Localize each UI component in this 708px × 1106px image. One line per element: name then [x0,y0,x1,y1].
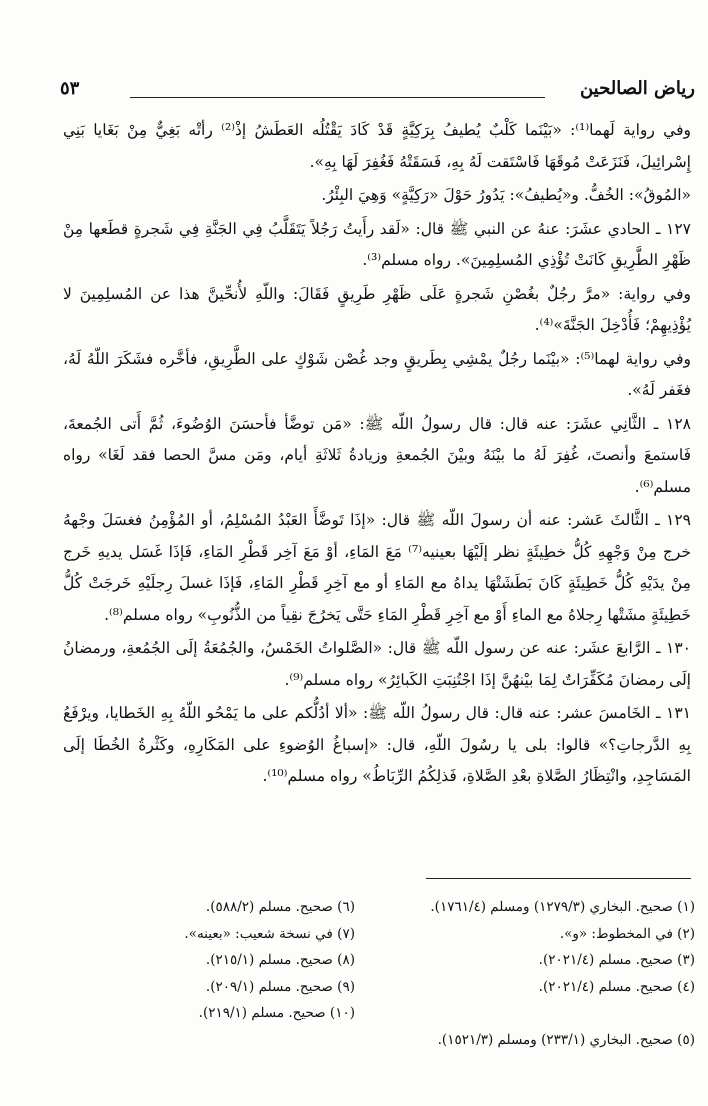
footnote-rule [426,878,691,879]
paragraph: ١٢٩ ـ الثَّالثَ عَشر: عنه أن رسولَ اللّه ﷺ قال: «إذَا تَوضَّأَ العَبْدُ المُسْلِمُ، أو المُؤْمِنُ فغسَلَ وجْههُ خرج مِنْ وَجْهِهِ كُلُّ خطِيئَةٍ نظر إلَيْهَا بعينيه⁽⁷⁾ مَعَ المَاءِ، أوْ مَعَ آخِر قَطْرِ المَاءِ، فَإذَا غَسَل يديهِ خَرج مِنْ يدَيْهِ كُلُّ خَطِيئَةٍ كَانَ بَطَشَتْهَا يداهُ مع المَاءِ أو مع آخِرِ قَطْرِ المَاءِ، فَإذَا غسلَ رِجلَيْهِ خَرجَتْ كُلُّ خَطِيئَةٍ مشَتْها رِجلاهُ مع الماءِ أَوْ مع آخِرِ قَطْرِ المَاءِ حَتَّى يَخرُجَ نقِياً من الذُّنُوبِ» رواه مسلم⁽⁸⁾. [63,511,691,624]
footnote: (١) صحيح. البخاري (١٢٧٩/٣) ومسلم (١٧٦١/٤). [430,899,695,915]
footnote: (٣) صحيح. مسلم (٢٠٢١/٤). [538,952,695,968]
footnotes-right-column [395,894,695,1000]
main-text [63,115,691,795]
book-title: رياض الصالحين [579,78,695,99]
footnote: (٥) صحيح. البخاري (٢٣٣/١) ومسلم (١٥٢١/٣). [437,1032,695,1048]
footnote: (٨) صحيح. مسلم (٢١٥/١). [205,952,355,968]
paragraph: ١٢٧ ـ الحادي عشَرَ: عنهُ عن النبي ﷺ قال: «لَقد رأَيتُ رَجُلاً يَتَقَلَّبُ فِي الجَنَّةِ فِي شَجرةٍ قطَعها مِنْ ظَهْرِ الطَّرِيقِ كَانَتْ تُؤْذِي المُسلِمِينَ». رواه مسلم⁽³⁾. [63,219,691,269]
paragraph: وفي رواية لَهما⁽¹⁾: «بَيْنَما كَلْبٌ يُطيفُ بِرَكِيَّةٍ قَدْ كَادَ يَقْتُلُه العَطَشُ إذْ⁽²⁾ رأتْه بَغِيٌّ مِنْ بَغَايا بَنِي إِسْرائِيلَ، فَنَزَعَتْ مُوقَهَا فَاسْتَقت لَهُ بِهِ، فَسَقَتْهُ فَغُفِرَ لَهَا بِهِ». [63,121,691,171]
paragraph: وفي رواية لهما⁽⁵⁾: «بيْنَما رجُلٌ يمْشِي بِطَريقٍ وجد غُصْن شَوْكٍ على الطَّرِيقِ، فأخَّره فشَكَرَ اللّهُ لَهُ، فغَفر لَهُ». [63,349,691,399]
footnote: (٢) في المخطوط: «و». [559,925,695,942]
footnote: (٩) صحيح. مسلم (٢٠٩/١). [205,978,355,995]
footnotes-left-column [125,894,355,1027]
paragraph: وفي رواية: «مرَّ رجُلٌ بغُصْنِ شَجرةٍ عَلَى ظَهْرِ طَرِيقٍ فَقَالَ: واللّهِ لأُنحِّينَّ هذا عن المُسلِمِينَ لا يُؤْذِيهِمْ؛ فَأُدْخِلَ الجَنَّةَ»⁽⁴⁾. [63,284,691,334]
footnote: (٦) صحيح. مسلم (٥٨٨/٢). [205,899,355,915]
paragraph: ١٢٨ ـ الثَّانِي عشَرَ: عنه قال: قال رسولُ اللّه ﷺ: «مَن توضَّأ فأحسَنَ الوُضُوءَ، ثُمَّ أَتى الجُمعةَ، فَاستمعَ وأنصتَ، غُفِرَ لَهُ ما بيْنَهُ وبيْنَ الجُمعةِ وزيادةُ ثَلاثَةِ أيام، ومَن مسَّ الحصا فقد لَغَا» رواه مسلم⁽⁶⁾. [63,414,691,496]
footnote: (٤) صحيح. مسلم (٢٠٢١/٤). [538,978,695,995]
footnote: (٧) في نسخة شعيب: «بعينه». [184,925,355,942]
paragraph: ١٣١ ـ الخَامسَ عشر: عنه قال: قال رسولُ اللّه ﷺ: «ألا أدُلُّكم على ما يَمْحُو اللّهُ بِهِ الخَطايا، ويرْفَعُ بِهِ الدَّرجاتِ؟» قالوا: بلى يا رسُولَ اللّهِ، قال: «إسباغُ الوُضوءِ على المَكَارِهِ، وكَثْرةُ الخُطَا إلَى المَسَاجِدِ، وانْتِظَارُ الصَّلاةِ بعْدِ الصَّلاةِ، فَذلِكُمُ الرِّبَاطُ» رواه مسلم⁽¹⁰⁾. [63,704,691,785]
paragraph: «المُوقُ»: الخُفُّ. و«يُطيفُ»: يَدُورُ حَوْلَ «رَكِيَّةٍ» وَهِيَ البِئْرُ. [321,186,691,204]
header-rule [130,97,545,98]
footnote: (١٠) صحيح. مسلم (٢١٩/١). [198,1005,355,1021]
paragraph: ١٣٠ ـ الرَّابعَ عشَر: عنه عن رسول اللّه ﷺ قال: «الصَّلواتُ الخَمْسُ، والجُمُعَةُ إلَى الجُمُعةِ، ورمضانُ إلَى رمضانَ مُكَفِّرَاتٌ لِمَا بيْنهُنَّ إذَا اجْتُنِبَتِ الكَبائِرُ» رواه مسلم⁽⁹⁾. [63,639,691,689]
page-number: ٥٣ [60,78,80,99]
page-header [60,78,695,104]
